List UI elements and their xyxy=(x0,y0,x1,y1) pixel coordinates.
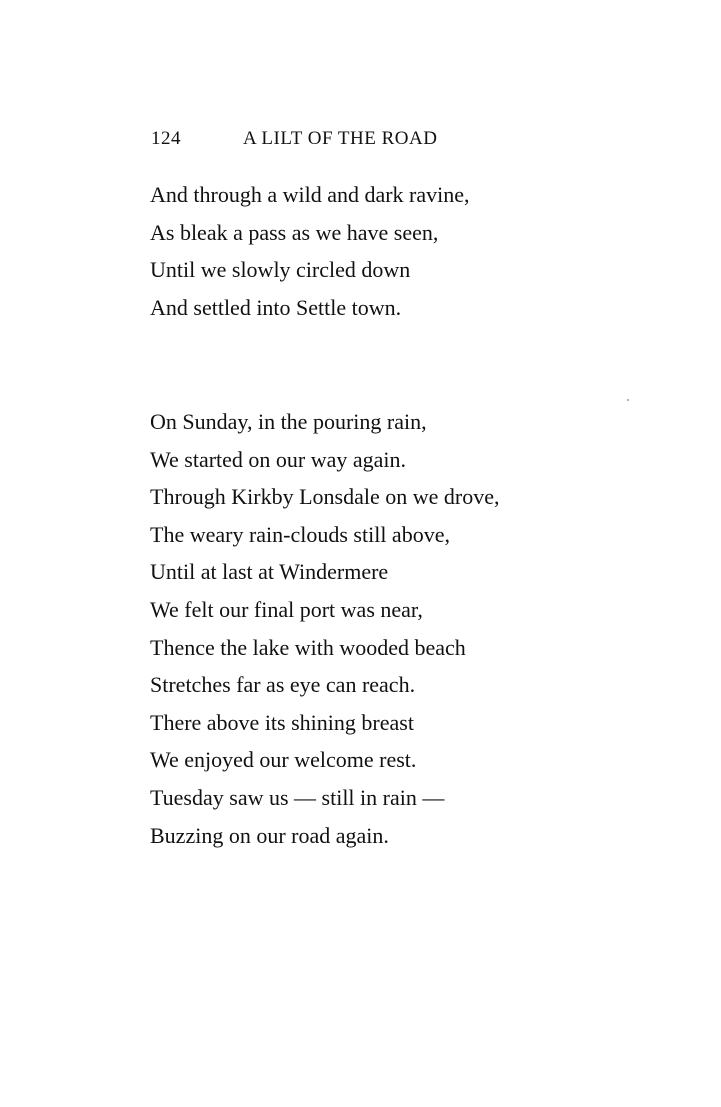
print-speck xyxy=(627,399,629,401)
stanza-1 xyxy=(150,176,690,326)
poem-line: There above its shining breast xyxy=(150,709,414,735)
poem-line: And through a wild and dark ravine, xyxy=(150,182,470,207)
running-head xyxy=(151,128,531,156)
poem-line: We started on our way again. xyxy=(150,446,407,472)
poem-line: We enjoyed our welcome rest. xyxy=(150,747,417,773)
poem-line: Buzzing on our road again. xyxy=(150,822,389,848)
poem-line: Stretches far as eye can reach. xyxy=(150,672,416,698)
poem-line: Thence the lake with wooded beach xyxy=(150,634,466,660)
poem-line: Until at last at Windermere xyxy=(150,559,389,585)
poem-line: Through Kirkby Lonsdale on we drove, xyxy=(150,484,500,510)
stanza-2 xyxy=(150,403,690,854)
poem-line: We felt our final port was near, xyxy=(150,596,423,622)
poem-line: As bleak a pass as we have seen, xyxy=(150,219,439,245)
page-number: 124 xyxy=(151,128,181,149)
poem-line: Until we slowly circled down xyxy=(150,257,411,283)
poem-line: Tuesday saw us — still in rain — xyxy=(150,784,445,810)
running-title: A LILT OF THE ROAD xyxy=(243,128,438,149)
poem-line: The weary rain-clouds still above, xyxy=(150,521,450,547)
poem-line: And settled into Settle town. xyxy=(150,294,402,320)
poem-line: On Sunday, in the pouring rain, xyxy=(150,409,427,434)
